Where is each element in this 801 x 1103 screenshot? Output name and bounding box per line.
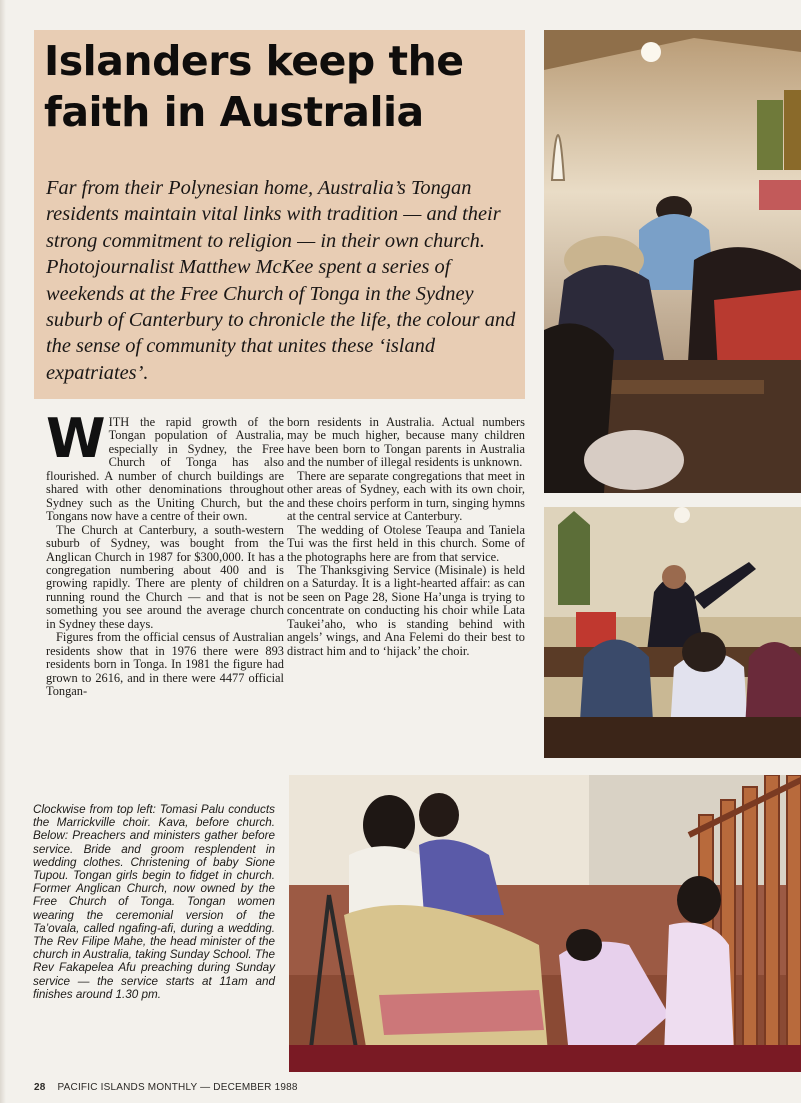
photo-church-congregation [544, 30, 801, 493]
article-lede: Far from their Polynesian home, Australia’s Tongan residents maintain vital links with tradition — and their strong commitment to religion — in their own church. Photojournalist Matthew McKee spent a series of weekends at the Free Church of Tonga in the Sydney suburb of Canterbury to chronicle the life, the colour and the sense of community that unites these ‘island expatriates’. [46, 177, 516, 384]
page-edge-shadow [0, 0, 6, 1103]
body-column-1 [46, 407, 284, 699]
body-paragraph: There are separate congregations that meet in other areas of Sydney, each with its own choir, and these choirs perform in turn, singing hymns at the central service at Canterbury. [287, 468, 525, 524]
article-headline: Islanders keep the faith in Australia [44, 37, 464, 136]
body-paragraph: The Church at Canterbury, a south-western suburb of Sydney, was bought from the Anglican Church in 1987 for $300,000. It has a congregation numbering about 400 and is growing rapidly. There are plenty of children running round the Church — and that is not something you see around the average church in Sydney these days. [46, 522, 284, 631]
page-number: 28 [34, 1082, 46, 1093]
body-paragraph: born residents in Australia. Actual numbers may be much higher, because many children have been born to Tongan parents in Australia and the number of illegal residents is unknown. [287, 415, 525, 470]
publication-line: PACIFIC ISLANDS MONTHLY — DECEMBER 1988 [57, 1082, 298, 1093]
body-paragraph: WITH the rapid growth of the Tongan population of Australia, especially in Sydney, the Free Church of Tonga has also flourished. A number of church buildings are shared with other denominations throughout Sydney such as the Uniting Church, but the Tongans now have a centre of their own. [46, 407, 284, 524]
drop-cap: W [46, 407, 106, 470]
body-paragraph: The wedding of Otolese Teaupa and Taniela Tui was the first held in this church. Some of the photographs here are from that service. [287, 522, 525, 564]
photo-caption: Clockwise from top left: Tomasi Palu conducts the Marrickville choir. Kava, before church. Below: Preachers and ministers gather before service. Bride and groom resplendent in wedding clothes. Christening of baby Sione Tupou. Tongan girls begin to fidget in church. Former Anglican Church, now owned by the Free Church of Tonga. Tongan women wearing the ceremonial version of the Ta’ovala, called ngafing-afi, during a wedding. The Rev Filipe Mahe, the head minister of the church in Australia, taking Sunday School. The Rev Fakapelea Afu preaching during Sunday service — the service starts at 11am and finishes around 1.30 pm. [33, 803, 275, 1001]
page-footer [34, 1082, 298, 1093]
body-paragraph: The Thanksgiving Service (Misinale) is held on a Saturday. It is a light-hearted affair: as can be seen on Page 28, Sione Ha’unga is trying to concentrate on conducting his choir while Lata Taukei’aho, who is standing behind with angels’ wings, and Ana Felemi do their best to distract him and to ‘hijack’ the choir. [287, 562, 525, 658]
body-column-2 [287, 416, 525, 658]
body-paragraph: Figures from the official census of Australian residents show that in 1976 there were 893 residents born in Tonga. In 1981 the figure had grown to 2616, and in there were 4477 official Tongan- [46, 630, 284, 699]
photo-women-wedding [289, 775, 801, 1072]
photo-preacher-service [544, 507, 801, 758]
